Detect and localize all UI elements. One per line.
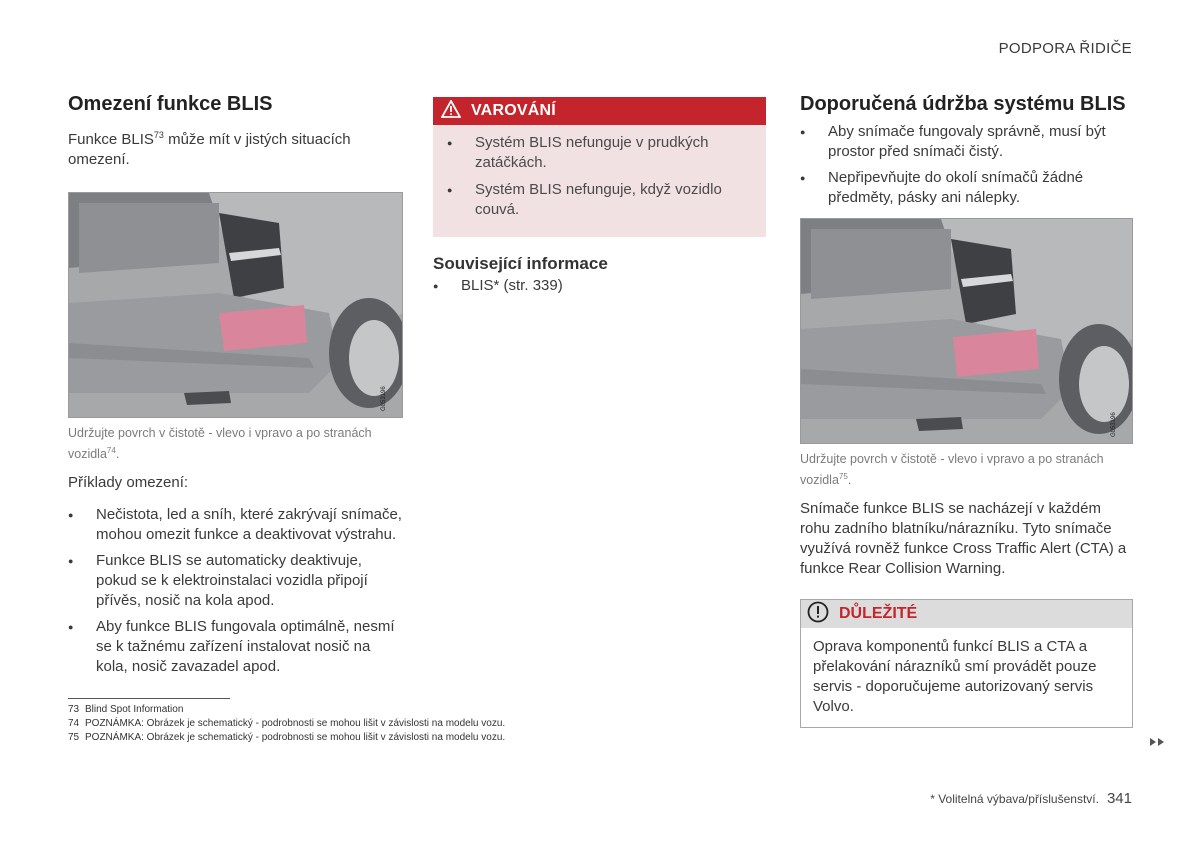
footnote <box>68 703 505 717</box>
footnote <box>68 731 505 745</box>
footnote-divider <box>68 698 230 699</box>
warning-triangle-icon <box>441 100 461 123</box>
list-item: ● Aby funkce BLIS fungovala optimálně, nesmí se k tažnému zařízení instalovat nosič na kola, nosič zavazadel apod. <box>68 617 403 677</box>
warning-box <box>433 97 766 237</box>
figure-code: G053196 <box>1111 412 1117 437</box>
heading-blis-maintenance: Doporučená údržba systému BLIS <box>800 93 1126 115</box>
limitations-list <box>68 505 403 677</box>
column-right <box>800 93 1133 728</box>
intro-prefix: Funkce BLIS <box>68 131 154 148</box>
maintenance-list <box>800 122 1133 208</box>
rear-bumper-illustration <box>800 218 1133 444</box>
car-rear-drawing <box>69 193 402 417</box>
warning-body <box>433 125 766 237</box>
caption-text: Udržujte povrch v čistotě - vlevo i vpravo a po stranách vozidla <box>68 426 372 462</box>
list-item: ● Nečistota, led a sníh, které zakrývají snímače, mohou omezit funkce a deaktivovat výstrahu. <box>68 505 403 545</box>
page-footer <box>930 790 1132 807</box>
heading-blis-limitations: Omezení funkce BLIS <box>68 93 273 115</box>
column-middle <box>433 97 766 302</box>
sensor-location-paragraph: Snímače funkce BLIS se nacházejí v každém rohu zadního blatníku/nárazníku. Tyto snímače využívá rovněž funkce Cross Traffic Alert (CTA) a funkce Rear Collision Warning. <box>800 500 1127 578</box>
warning-label: VAROVÁNÍ <box>471 102 556 119</box>
column-left <box>68 93 403 683</box>
intro-suffix: může mít v jistých situacích omezení. <box>68 131 351 168</box>
car-rear-drawing <box>801 219 1132 443</box>
footnote-ref-73[interactable]: 73 <box>153 130 164 140</box>
intro-paragraph <box>68 125 403 170</box>
important-text: Oprava komponentů funkcí BLIS a CTA a přelakování nárazníků smí provádět pouze servis - doporučujeme autorizovaný servis Volvo. <box>813 638 1097 716</box>
footnote-number: 74 <box>68 718 80 729</box>
footnote-text: POZNÁMKA: Obrázek je schematický - podrobnosti se mohou lišit v závislosti na modelu vozu. <box>85 732 506 743</box>
list-item: ● Systém BLIS nefunguje, když vozidlo couvá. <box>447 180 752 220</box>
optional-equipment-note: * Volitelná výbava/příslušenství. <box>930 792 1099 806</box>
section-title: PODPORA ŘIDIČE <box>998 40 1132 57</box>
footnote-number: 75 <box>68 732 80 743</box>
list-item: ● Funkce BLIS se automaticky deaktivuje, pokud se k elektroinstalaci vozidla připojí přívěs, nosič na kola apod. <box>68 551 403 611</box>
footnote-text: Blind Spot Information <box>85 704 184 715</box>
important-header <box>801 600 1132 628</box>
caption-text: Udržujte povrch v čistotě - vlevo i vpravo a po stranách vozidla <box>800 452 1104 488</box>
warning-header <box>433 97 766 125</box>
rear-bumper-illustration <box>68 192 403 418</box>
footnotes <box>68 703 505 745</box>
footnote <box>68 717 505 731</box>
related-info-heading: Související informace <box>433 254 608 273</box>
page-number: 341 <box>1106 790 1132 807</box>
exclamation-circle-icon <box>807 601 829 628</box>
footnote-ref-75[interactable]: 75 <box>838 472 848 481</box>
list-item: ● Aby snímače fungovaly správně, musí být prostor před snímači čistý. <box>800 122 1133 162</box>
related-link[interactable]: ● BLIS* (str. 339) <box>433 276 766 296</box>
figure-code: G053196 <box>381 386 387 411</box>
figure-caption: Udržujte povrch v čistotě - vlevo i vpravo a po stranách vozidla$^{75}$. <box>800 452 1104 488</box>
footnote-number: 73 <box>68 704 80 715</box>
important-box <box>800 599 1133 728</box>
figure-caption: Udržujte povrch v čistotě - vlevo i vpravo a po stranách vozidla$^{74}$. <box>68 426 372 462</box>
list-item: ● Nepřipevňujte do okolí snímačů žádné předměty, pásky ani nálepky. <box>800 168 1133 208</box>
important-label: DŮLEŽITÉ <box>839 605 918 623</box>
footnote-text: POZNÁMKA: Obrázek je schematický - podrobnosti se mohou lišit v závislosti na modelu vozu. <box>85 718 506 729</box>
examples-label: Příklady omezení: <box>68 474 189 492</box>
related-info-list <box>433 276 766 296</box>
footnote-ref-74[interactable]: 74 <box>106 446 116 455</box>
list-item: ● Systém BLIS nefunguje v prudkých zatáčkách. <box>447 133 752 173</box>
warning-list <box>447 133 752 220</box>
double-arrow-right-icon[interactable] <box>1149 736 1167 750</box>
